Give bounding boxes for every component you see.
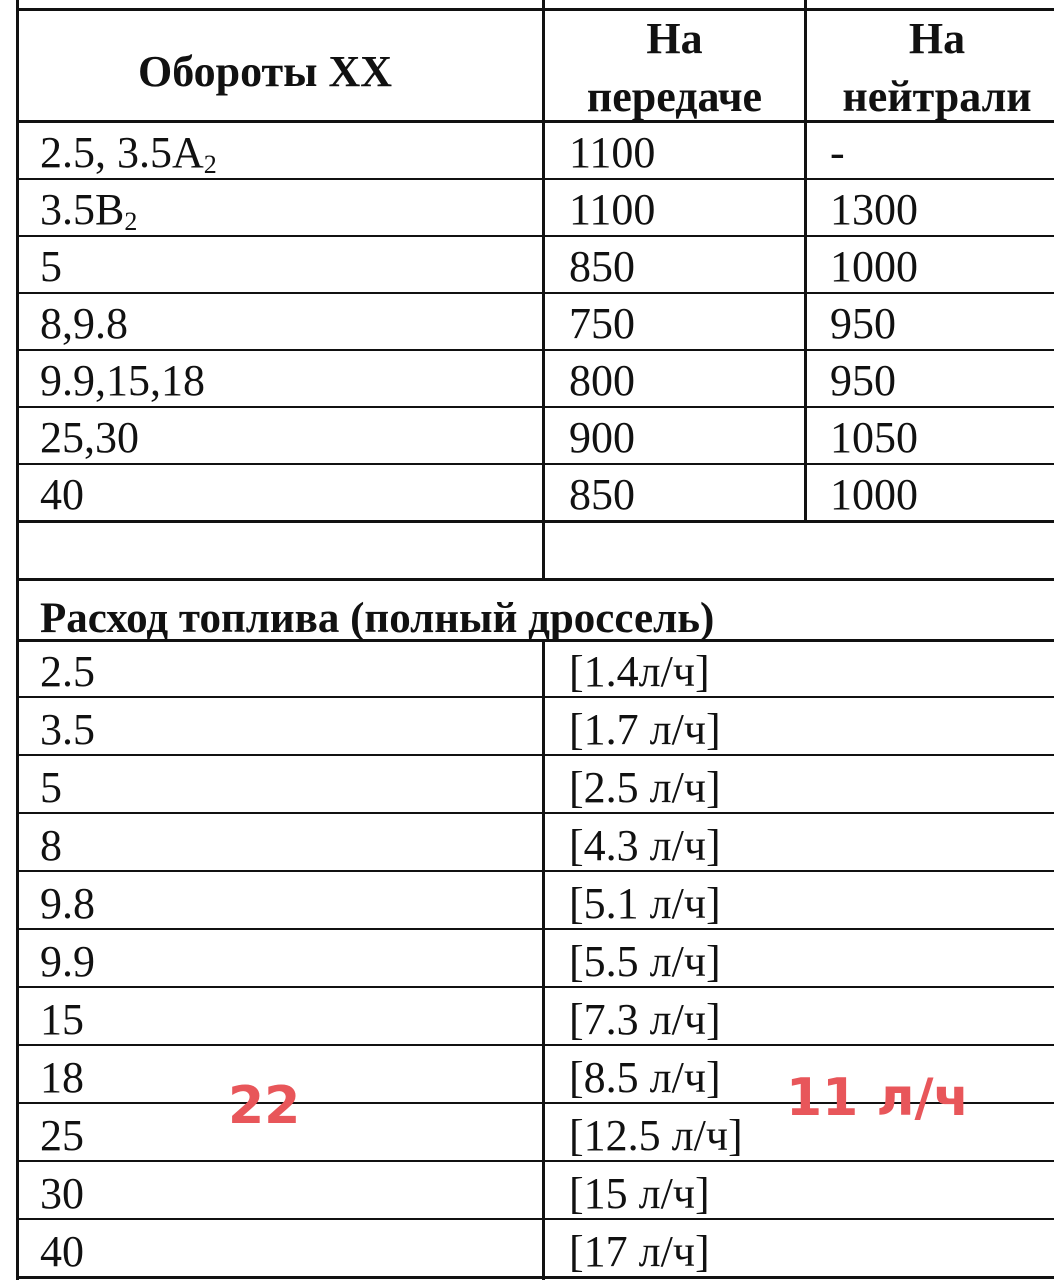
fuel-model: 9.9 [40,937,95,986]
idle-model: 25,30 [40,413,139,462]
idle-neutral: - [830,128,845,177]
idle-neutral: 1000 [830,470,918,519]
grid-col2-divider-bottom [542,640,545,1280]
grid-hline [16,406,1054,408]
idle-model: $3.5B_2$ [40,185,138,236]
grid-hline [16,292,1054,294]
idle-neutral: 1050 [830,413,918,462]
fuel-value: [8.5 л/ч] [569,1053,721,1102]
idle-gear: 850 [569,470,635,519]
grid-hline [16,349,1054,351]
header-neutral-line1: На [908,14,966,63]
grid-hline [16,1044,1054,1046]
fuel-model: 18 [40,1053,84,1102]
fuel-model: 15 [40,995,84,1044]
fuel-model: 5 [40,763,62,812]
fuel-model: 30 [40,1169,84,1218]
idle-gear: 1100 [569,128,656,177]
fuel-model: 8 [40,821,62,870]
idle-neutral: 1000 [830,242,918,291]
fuel-value: [15 л/ч] [569,1169,710,1218]
grid-hline [16,986,1054,988]
grid-hline [16,928,1054,930]
idle-neutral: 1300 [830,185,918,234]
idle-gear: 750 [569,299,635,348]
idle-gear: 900 [569,413,635,462]
idle-model: 8,9.8 [40,299,128,348]
header-neutral-line2: нейтрали [842,72,1032,121]
grid-hline [16,812,1054,814]
header-idle-rpm: Обороты ХХ [138,47,393,96]
idle-gear: 1100 [569,185,656,234]
grid-hline [16,178,1054,180]
fuel-model: 9.8 [40,879,95,928]
fuel-value: [17 л/ч] [569,1227,710,1276]
fuel-model: 25 [40,1111,84,1160]
fuel-value: [1.4л/ч] [569,647,710,696]
header-in-gear-line2: передаче [586,72,763,121]
idle-neutral: 950 [830,299,896,348]
fuel-model: 40 [40,1227,84,1276]
grid-hline [16,235,1054,237]
idle-model: 2.5, $3.5A_2$ [40,128,217,179]
fuel-value: [7.3 л/ч] [569,995,721,1044]
grid-hline [16,1276,1054,1279]
fuel-value: [2.5 л/ч] [569,763,721,812]
grid-hline [16,870,1054,872]
grid-hline [16,520,1054,523]
fuel-section-title: Расход топлива (полный дроссель) [40,595,715,642]
annotation-left: 22 [228,1076,301,1136]
header-in-gear [545,10,804,126]
idle-neutral: 950 [830,356,896,405]
grid-hline [16,1218,1054,1220]
fuel-value: [12.5 л/ч] [569,1111,743,1160]
fuel-model: 2.5 [40,647,95,696]
grid-hline [16,578,1054,581]
grid-hline [16,696,1054,698]
idle-model: 5 [40,242,62,291]
annotation-right: 11 л/ч [786,1068,970,1128]
fuel-value: [5.5 л/ч] [569,937,721,986]
fuel-model: 3.5 [40,705,95,754]
grid-hline [16,463,1054,465]
header-neutral [807,10,1054,126]
idle-gear: 850 [569,242,635,291]
idle-model: 40 [40,470,84,519]
fuel-value: [1.7 л/ч] [569,705,721,754]
fuel-value: [4.3 л/ч] [569,821,721,870]
grid-hline [16,1160,1054,1162]
idle-model: 9.9,15,18 [40,356,205,405]
grid-hline [16,754,1054,756]
idle-gear: 800 [569,356,635,405]
header-in-gear-line1: На [646,14,703,63]
fuel-value: [5.1 л/ч] [569,879,721,928]
